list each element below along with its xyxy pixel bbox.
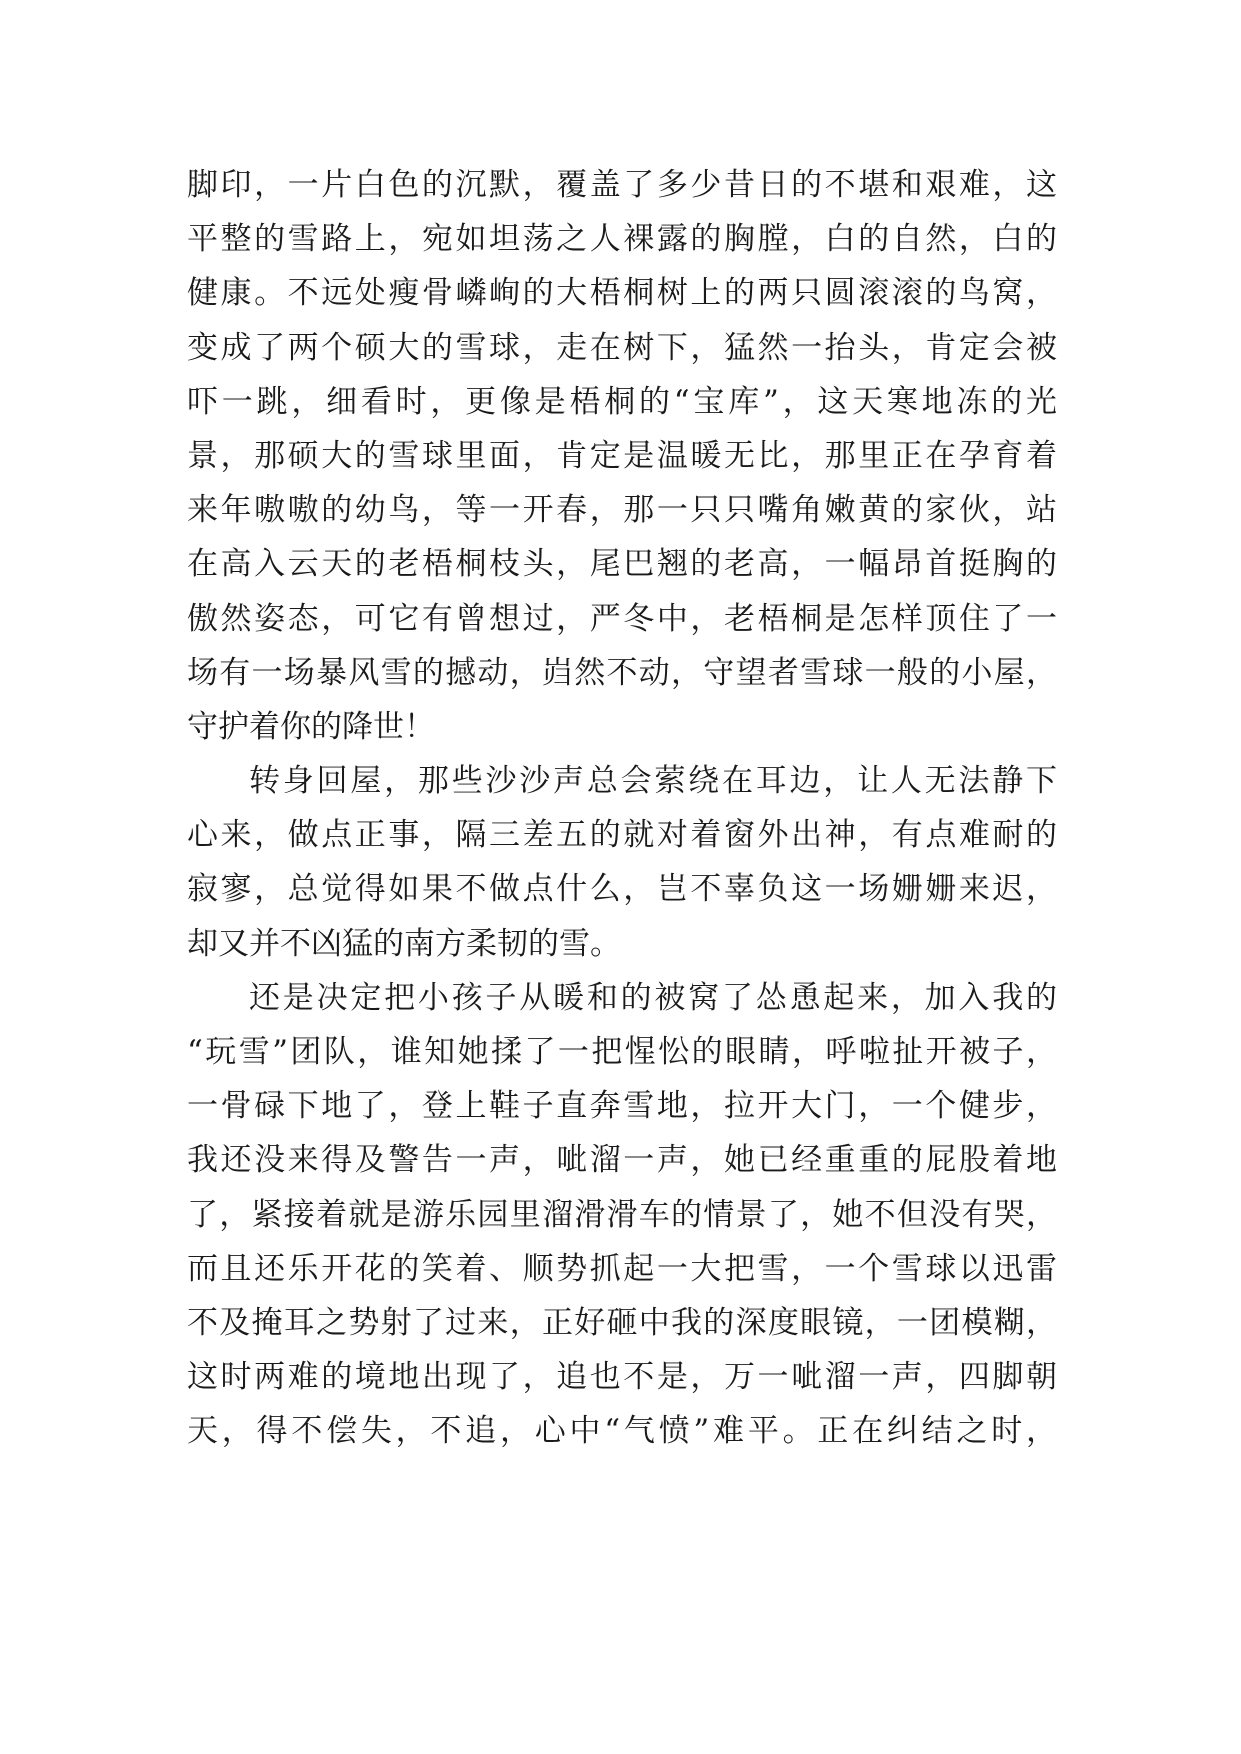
text-line: 我还没来得及警告一声，呲溜一声，她已经重重的屁股着地	[187, 1142, 1057, 1179]
text-line: 天，得不偿失，不追，心中“气愤”难平。正在纠结之时，	[187, 1413, 1057, 1450]
text-line: 场有一场暴风雪的撼动，岿然不动，守望者雪球一般的小屋，	[187, 654, 1057, 691]
text-line: 转身回屋，那些沙沙声总会萦绕在耳边，让人无法静下	[249, 763, 1057, 800]
text-line: 这时两难的境地出现了，追也不是，万一呲溜一声，四脚朝	[187, 1359, 1057, 1396]
text-line: 守护着你的降世！	[187, 708, 435, 745]
text-line: 平整的雪路上，宛如坦荡之人裸露的胸膛，白的自然，白的	[187, 221, 1057, 258]
text-line: 吓一跳，细看时，更像是梧桐的“宝库”，这天寒地冻的光	[187, 383, 1057, 420]
text-line: 来年嗷嗷的幼鸟，等一开春，那一只只嘴角嫩黄的家伙，站	[187, 492, 1057, 529]
text-line: 寂寥，总觉得如果不做点什么，岂不辜负这一场姗姗来迟，	[187, 871, 1057, 908]
text-line: 景，那硕大的雪球里面，肯定是温暖无比，那里正在孕育着	[187, 437, 1057, 474]
text-line: 脚印，一片白色的沉默，覆盖了多少昔日的不堪和艰难，这	[187, 167, 1057, 203]
text-line: 还是决定把小孩子从暖和的被窝了怂恿起来，加入我的	[249, 979, 1057, 1016]
text-line: 健康。不远处瘦骨嶙峋的大梧桐树上的两只圆滚滚的鸟窝，	[187, 275, 1057, 312]
text-line: “玩雪”团队，谁知她揉了一把惺忪的眼睛，呼啦扯开被子，	[187, 1034, 1057, 1070]
text-line: 心来，做点正事，隔三差五的就对着窗外出神，有点难耐的	[187, 817, 1057, 854]
text-line: 一骨碌下地了，登上鞋子直奔雪地，拉开大门，一个健步，	[187, 1088, 1057, 1125]
text-line: 却又并不凶猛的南方柔韧的雪。	[187, 925, 621, 962]
text-line: 不及掩耳之势射了过来，正好砸中我的深度眼镜，一团模糊，	[187, 1304, 1057, 1341]
document-body	[187, 158, 1057, 1459]
text-line: 变成了两个硕大的雪球，走在树下，猛然一抬头，肯定会被	[187, 329, 1057, 366]
text-line: 在高入云天的老梧桐枝头，尾巴翘的老高，一幅昂首挺胸的	[187, 546, 1057, 583]
text-line: 傲然姿态，可它有曾想过，严冬中，老梧桐是怎样顶住了一	[187, 600, 1057, 637]
text-line: 而且还乐开花的笑着、顺势抓起一大把雪，一个雪球以迅雷	[187, 1250, 1057, 1287]
text-line: 了，紧接着就是游乐园里溜滑滑车的情景了，她不但没有哭，	[187, 1196, 1057, 1233]
